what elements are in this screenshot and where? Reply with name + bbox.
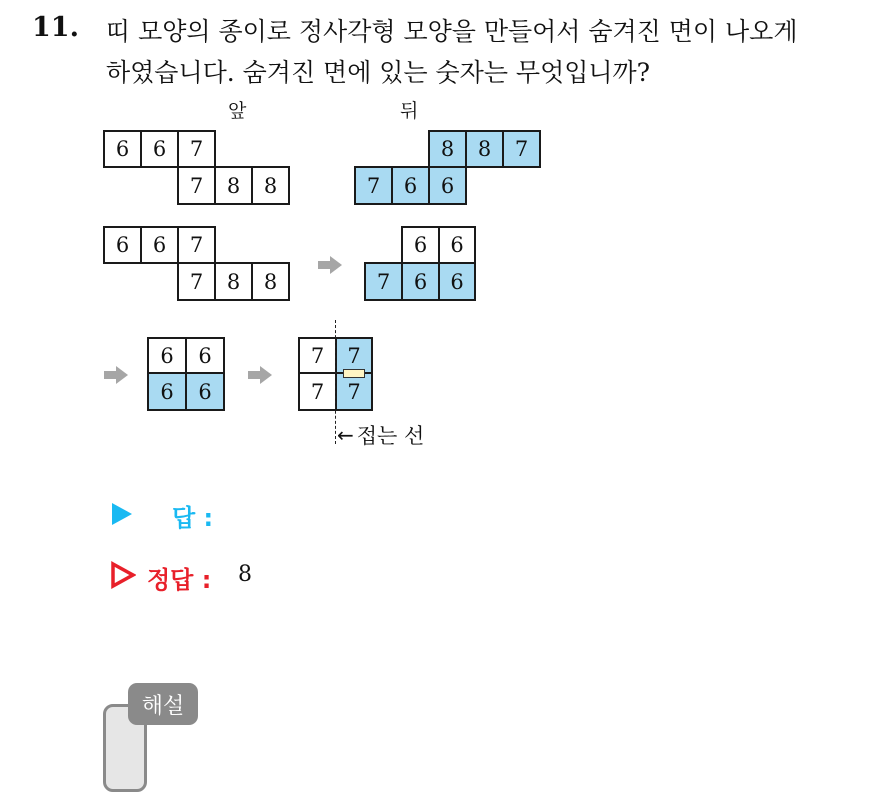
front-strip-cell: 8 xyxy=(251,166,290,205)
front-strip-cell: 6 xyxy=(103,130,142,168)
back-strip-cell: 8 xyxy=(465,130,504,168)
answer-label: 답 : xyxy=(172,504,214,532)
step1-strip-cell: 6 xyxy=(140,226,179,264)
step1-result-cell: 6 xyxy=(401,262,440,301)
fold-line-text: 접는 선 xyxy=(356,424,425,448)
front-strip-cell: 7 xyxy=(177,130,216,168)
step1-result-cell: 6 xyxy=(438,262,476,301)
step3-square-cell: 7 xyxy=(335,337,373,374)
front-strip-cell: 6 xyxy=(140,130,179,168)
back-strip-cell: 6 xyxy=(428,166,467,205)
front-strip-cell: 8 xyxy=(214,166,253,205)
step1-result-cell: 6 xyxy=(438,226,476,264)
explanation-button[interactable]: 해설 xyxy=(128,683,198,725)
correct-answer-label: 정답 : xyxy=(147,566,212,594)
step2-square-cell: 6 xyxy=(147,337,187,374)
front-strip-cell: 7 xyxy=(177,166,216,205)
step2-square-cell: 6 xyxy=(185,372,225,411)
fold-line xyxy=(335,320,336,444)
play-triangle-icon xyxy=(112,503,132,525)
step3-square-cell: 7 xyxy=(298,337,337,374)
arrow-left-icon: ← xyxy=(337,423,354,447)
tape-icon xyxy=(343,369,365,378)
step3-square-cell: 7 xyxy=(298,372,337,411)
question-number: 11. xyxy=(32,12,79,43)
front-label: 앞 xyxy=(228,100,247,122)
step1-strip-cell: 6 xyxy=(103,226,142,264)
step2-square-cell: 6 xyxy=(147,372,187,411)
step1-strip-cell: 7 xyxy=(177,262,216,301)
back-strip-cell: 7 xyxy=(502,130,541,168)
correct-answer-value: 8 xyxy=(238,562,252,587)
outline-triangle-icon xyxy=(110,561,136,589)
step1-strip-cell: 8 xyxy=(214,262,253,301)
back-strip-cell: 6 xyxy=(391,166,430,205)
step1-result-cell: 6 xyxy=(401,226,440,264)
back-strip-cell: 7 xyxy=(354,166,393,205)
back-strip-cell: 8 xyxy=(428,130,467,168)
fold-line-label xyxy=(337,420,424,450)
step3-square-cell: 7 xyxy=(335,372,373,411)
back-label: 뒤 xyxy=(400,100,419,122)
step1-strip-cell: 8 xyxy=(251,262,290,301)
step2-square-cell: 6 xyxy=(185,337,225,374)
question-text-line2: 하였습니다. 숨겨진 면에 있는 숫자는 무엇입니까? xyxy=(106,58,651,87)
question-text-line1: 띠 모양의 종이로 정사각형 모양을 만들어서 숨겨진 면이 나오게 xyxy=(106,17,798,46)
step1-result-cell: 7 xyxy=(364,262,403,301)
step1-strip-cell: 7 xyxy=(177,226,216,264)
